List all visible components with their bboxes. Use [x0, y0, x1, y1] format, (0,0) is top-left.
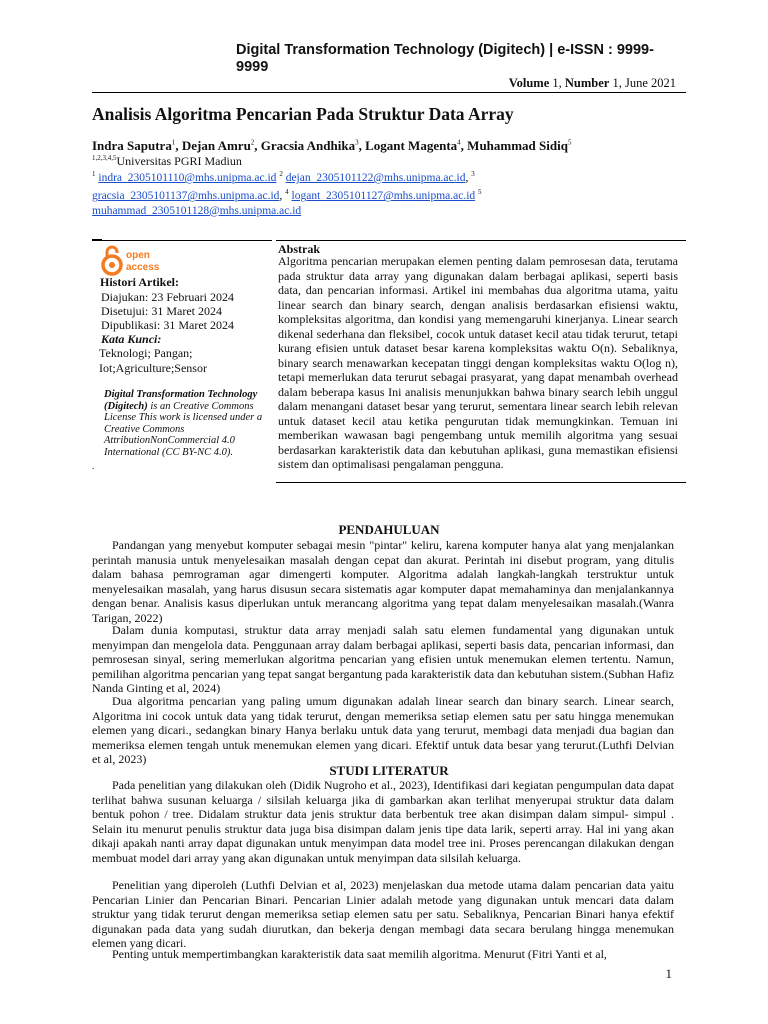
abstract-title: Abstrak [278, 242, 321, 256]
open-access-text-2: access [126, 262, 160, 273]
volume-value: 1, [549, 76, 565, 90]
author-sup: 2 [250, 138, 255, 147]
license-text: is an Creative Commons License This work is licensed under a Creative Commons AttributionNonCommercial 4.0 International (CC BY-NC 4.0). [104, 400, 263, 458]
literature-paragraph-2: Penelitian yang diperoleh (Luthfi Delvian et al, 2023) menjelaskan dua metode utama dalam pencarian data yaitu Pencarian Linier dan Pencarian Binari. Pencarian Linier adalah metode yang digunakan untuk mencari data dalam struktur yang tidak terurut dengan memeriksa setiap elemen satu per satu. Sebaliknya, Pencarian Binari hanya efektif digunakan pada data yang sudah diurutkan, dan bekerja dengan membagi data secara berulang hingga menemukan elemen yang dicari. [92, 878, 674, 950]
affiliation-sup: 1,2,3,4,5 [92, 154, 117, 162]
intro-paragraph-2: Dalam dunia komputasi, struktur data array menjadi salah satu elemen fundamental yang digunakan untuk menyimpan dan mengelola data. Penggunaan array dalam berbagai aplikasi, seperti basis data, pencarian informasi, dan pemrosesan sinyal, sering memerlukan algoritma pencarian yang efisien untuk menemukan elemen tertentu. Namun, pemilihan algoritma pencarian yang tepat sangat bergantung pada karakteristik data dan kebutuhan sistem.(Subhan Hafiz Nanda Ginting et al, 2024) [92, 623, 674, 695]
history-submitted: Diajukan: 23 Februari 2024 [101, 290, 234, 304]
open-access-logo [99, 243, 169, 277]
license-mark: . [92, 461, 95, 471]
open-access-lock-icon [99, 243, 169, 277]
email-link[interactable]: dejan_2305101122@mhs.unipma.ac.id [285, 171, 466, 184]
journal-header: Digital Transformation Technology (Digitech) | e-ISSN : 9999-9999 [236, 42, 654, 75]
authors-line: Indra Saputra$^1$, Dejan Amru$^2$, Gracsia Andhika$^3$, Logant Magenta$^4$, Muhammad Sidiq$^5$ [92, 138, 572, 153]
license-journal: Digital Transformation Technology (Digitech) [104, 389, 258, 412]
history-published: Dipublikasi: 31 Maret 2024 [101, 318, 234, 332]
license-note [104, 389, 276, 458]
affiliation-name: Universitas PGRI Madiun [116, 154, 242, 168]
email-link[interactable]: gracsia_2305101137@mhs.unipma.ac.id [92, 190, 280, 203]
section-title-introduction: PENDAHULUAN [338, 522, 440, 537]
author-sup: 1 [171, 138, 176, 147]
abstract-body: Algoritma pencarian merupakan elemen penting dalam pemrosesan data, terutama pada struktur data array yang digunakan dalam berbagai aplikasi, seperti basis data, dan pencarian informasi. Artikel ini membahas dua algoritma utama, yaitu linear search dan binary search, dengan analisis berdasarkan efisiensi waktu, kompleksitas algoritma, dan kondisi yang memengaruhi kinerjanya. Linear search dikenal sederhana dan fleksibel, cocok untuk dataset kecil atau tidak terurut, tetapi kurang efisien untuk dataset besar karena kompleksitas waktu O(n). Sebaliknya, binary search menawarkan kecepatan tinggi dengan kompleksitas waktu O(log n), tetapi memerlukan data terurut sebagai prasyarat, yang dapat menambah overhead dalam beberapa kasus Ini analisis menunjukkan bahwa binary search lebih unggul dalam menangani dataset besar yang terurut, sementara linear search lebih relevan untuk dataset kecil atau ketika pengurutan tidak memungkinkan. Temuan ini memberikan wawasan bagi pengembang untuk memilih algoritma yang sesuai berdasarkan karakteristik data dan kebutuhan aplikasi, guna memastikan efisiensi sistem dan optimalisasi pengalaman pengguna. [278, 254, 678, 471]
email-sup: 2 [279, 170, 283, 178]
author-sup: 4 [457, 138, 461, 147]
email-link[interactable]: indra_2305101110@mhs.unipma.ac.id [98, 171, 277, 184]
email-link[interactable]: logant_2305101127@mhs.unipma.ac.id [291, 190, 476, 203]
open-access-text-1: open [126, 250, 150, 261]
author-name: Dejan Amru [181, 138, 251, 153]
author-sup: 5 [567, 138, 572, 147]
author-name: Muhammad Sidiq [467, 138, 568, 153]
volume-issue-line [509, 76, 676, 91]
keywords-value: Teknologi; Pangan; Iot;Agriculture;Sensor [99, 346, 207, 375]
keywords-title: Kata Kunci: [101, 332, 162, 346]
header-rule [92, 92, 686, 93]
intro-paragraph-1: Pandangan yang menyebut komputer sebagai mesin "pintar" keliru, karena komputer hanya alat yang menjalankan perintah manusia untuk menyelesaikan masalah dengan cepat dan akurat. Perintah ini disebut program, yang ditulis dalam bahasa pemrograman agar dimengerti komputer. Algoritma adalah langkah-langkah terstruktur untuk menyelesaikan masalah, yang harus disusun secara sistematis agar komputer dapat memahaminya dan menjalankannya dengan benar. Analisis kasus diperlukan untuk merancang algoritma yang tepat dalam menyelesaikan masalah.(Wanra Tarigan, 2022) [92, 538, 674, 625]
literature-paragraph-3: Penting untuk mempertimbangkan karakteristik data saat memilih algoritma. Menurut (Fitri Yanti et al, [112, 947, 607, 961]
number-value: 1, June 2021 [609, 76, 676, 90]
email-sup: 4 [285, 188, 289, 197]
author-name: Indra Saputra [92, 138, 172, 153]
author-emails: $^1$ indra_2305101110@mhs.unipma.ac.id $^2$ dejan_2305101122@mhs.unipma.ac.id, $^3$ gracsia_2305101137@mhs.unipma.ac.id, $^4$ logant_2305101127@mhs.unipma.ac.id $^5$ muhammad_2305101128@mhs.unipma.ac.id [92, 170, 482, 217]
section-title-literature: STUDI LITERATUR [329, 763, 449, 778]
abstract-top-rule [276, 240, 686, 241]
page-number: 1 [665, 966, 672, 981]
info-top-rule [92, 240, 272, 241]
number-label: Number [564, 76, 610, 90]
email-sup: 1 [92, 170, 96, 178]
author-name: Gracsia Andhika [260, 138, 356, 153]
author-name: Logant Magenta [365, 138, 458, 153]
intro-paragraph-3: Dua algoritma pencarian yang paling umum digunakan adalah linear search dan binary search. Linear search, Algoritma ini cocok untuk data yang tidak terurut, dengan memeriksa setiap elemen satu per satu hingga menemukan elemen yang dicari., sedangkan binary Hanya berlaku untuk data yang terurut, membagi data menjadi dua bagian dan memeriksa elemen tengah untuk menemukan elemen yang dicari. Efektif untuk data besar yang terurut.(Luthfi Delvian et al, 2023) [92, 694, 674, 766]
history-title: Histori Artikel: [100, 275, 179, 289]
abstract-bottom-rule [276, 482, 686, 483]
email-sup: 3 [471, 170, 475, 178]
email-link[interactable]: muhammad_2305101128@mhs.unipma.ac.id [92, 204, 302, 217]
author-sup: 3 [355, 138, 359, 147]
history-revised: Disetujui: 31 Maret 2024 [101, 304, 222, 318]
volume-label: Volume [508, 76, 550, 90]
email-sup: 5 [478, 188, 482, 197]
paper-title: Analisis Algoritma Pencarian Pada Struktur Data Array [92, 104, 514, 124]
literature-paragraph-1: Pada penelitian yang dilakukan oleh (Didik Nugroho et al., 2023), Identifikasi dari kegiatan pengumpulan data dapat terlihat bahwa susunan keluarga / silsilah keluarga jika di gambarkan akan terlihat menyerupai struktur data dalam bentuk pohon / tree. Didalam struktur data jenis struktur data berbentuk tree akan disimpan dalam simpul- simpul . Selain itu menurut penulis struktur data juga bisa disimpan dalam jenis tipe data larik, seperti array. Hal ini yang akan dikaji apakah nanti array dapat digunakan untuk menyimpan data model tree ini. Proses perencangan dilakukan dengan membuat model dari array yang akan digunakan untuk menyimpan data silsilah keluarga. [92, 778, 674, 865]
